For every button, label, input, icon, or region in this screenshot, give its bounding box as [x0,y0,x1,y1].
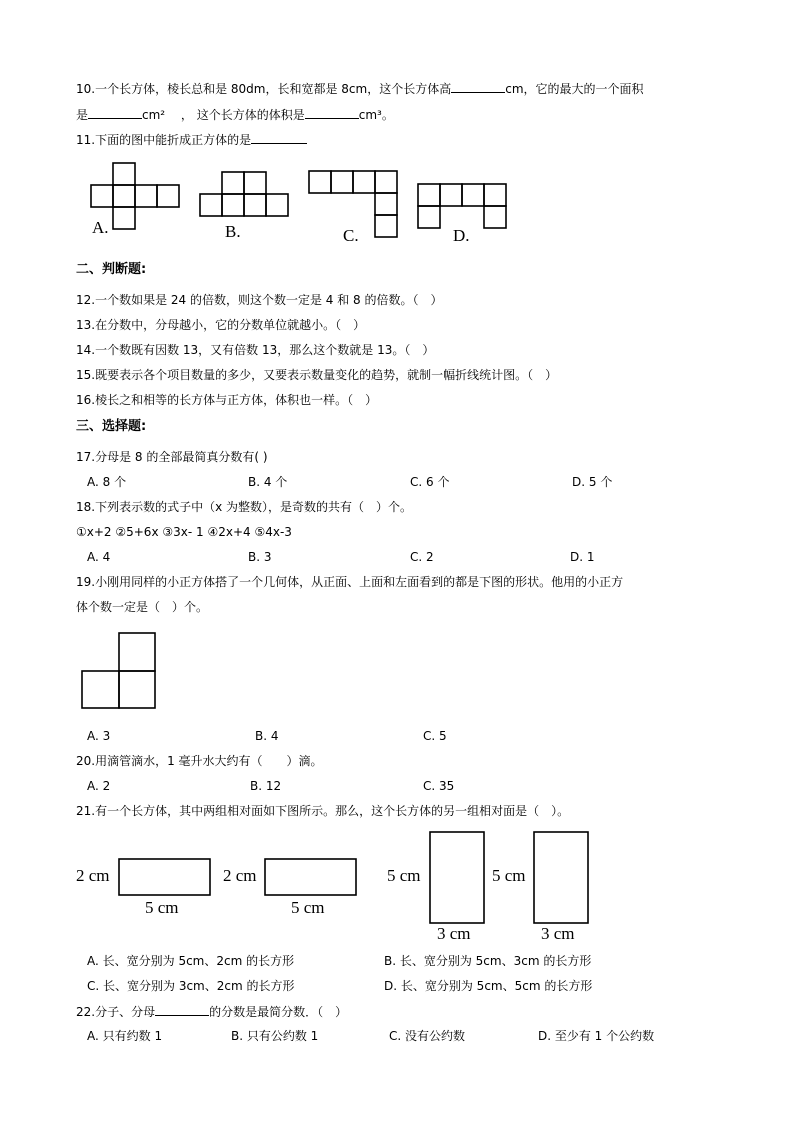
fig-label-width-2: 5 cm [291,898,325,917]
fig-label-height-1: 2 cm [76,866,110,885]
net-b [200,172,288,216]
q22-text-a: 22.分子、分母 [76,1005,156,1019]
q18-option-a[interactable]: A. 4 [87,550,111,564]
q17-option-b[interactable]: B. 4 个 [248,475,288,489]
q18-expressions: ①x+2 ②5+6x ③3x- 1 ④2x+4 ⑤4x-3 [76,525,292,539]
q19-option-c[interactable]: C. 5 [423,729,447,743]
net-label-c: C. [343,226,359,245]
net-label-d: D. [453,226,470,245]
answer-blank[interactable] [155,1003,209,1016]
q20-option-c[interactable]: C. 35 [423,779,455,793]
question-22 [76,1003,347,1020]
q10-text-a: 10.一个长方体，棱长总和是 80dm，长和宽都是 8cm，这个长方体高 [76,82,452,96]
section-heading-choice: 三、选择题: [76,419,147,434]
q22-option-d[interactable]: D. 至少有 1 个公约数 [538,1029,655,1043]
q17-option-c[interactable]: C. 6 个 [410,475,450,489]
q10-text-b: cm，它的最大的一个面积 [505,82,644,96]
fig-label-height-2: 2 cm [223,866,257,885]
question-19-line2: 体个数一定是（ ）个。 [76,600,209,614]
fig-label-height-4: 5 cm [492,866,526,885]
net-d [418,184,506,228]
q21-option-d[interactable]: D. 长、宽分别为 5cm、5cm 的长方形 [384,979,593,993]
net-label-a: A. [92,218,109,237]
q21-option-a[interactable]: A. 长、宽分别为 5cm、2cm 的长方形 [87,954,295,968]
judge-item-13: 13.在分数中，分母越小，它的分数单位就越小。（ ） [76,318,366,332]
judge-item-16: 16.棱长之和相等的长方体与正方体，体积也一样。（ ） [76,393,378,407]
judge-item-14: 14.一个数既有因数 13，又有倍数 13，那么这个数就是 13。（ ） [76,343,435,357]
q18-option-b[interactable]: B. 3 [248,550,272,564]
q19-option-b[interactable]: B. 4 [255,729,279,743]
fig-label-width-3: 3 cm [437,924,471,943]
fig-label-width-1: 5 cm [145,898,179,917]
q21-option-c[interactable]: C. 长、宽分别为 3cm、2cm 的长方形 [87,979,295,993]
question-19-line1: 19.小刚用同样的小正方体搭了一个几何体，从正面、上面和左面看到的都是下图的形状。他用的小正方 [76,575,624,589]
q17-option-a[interactable]: A. 8 个 [87,475,127,489]
q22-option-b[interactable]: B. 只有公约数 1 [231,1029,319,1043]
view-shape [82,633,155,708]
q18-option-c[interactable]: C. 2 [410,550,434,564]
q19-option-a[interactable]: A. 3 [87,729,111,743]
q11-text: 11.下面的图中能折成正方体的是 [76,133,252,147]
q22-text-b: 的分数是最简分数．（ ） [209,1005,348,1019]
q20-option-b[interactable]: B. 12 [250,779,282,793]
q10-text-e: cm³。 [358,108,394,122]
question-18: 18.下列表示数的式子中（x 为整数），是奇数的共有（ ）个。 [76,500,413,514]
q18-option-d[interactable]: D. 1 [570,550,595,564]
fig-label-width-4: 3 cm [541,924,575,943]
fig-label-height-3: 5 cm [387,866,421,885]
q10-text-c: 是 [76,108,89,122]
judge-item-15: 15.既要表示各个项目数量的多少，又要表示数量变化的趋势，就制一幅折线统计图。（ ） [76,368,558,382]
q22-option-a[interactable]: A. 只有约数 1 [87,1029,163,1043]
question-20: 20.用滴管滴水，1 毫升水大约有（ ）滴。 [76,754,323,768]
q22-option-c[interactable]: C. 没有公约数 [389,1029,466,1043]
q17-option-d[interactable]: D. 5 个 [572,475,613,489]
section-heading-judge: 二、判断题: [76,262,147,277]
question-17: 17.分母是 8 的全部最简真分数有( ) [76,450,268,464]
judge-item-12: 12.一个数如果是 24 的倍数，则这个数一定是 4 和 8 的倍数。（ ） [76,293,443,307]
net-label-b: B. [225,222,241,241]
q20-option-a[interactable]: A. 2 [87,779,111,793]
question-21: 21.有一个长方体，其中两组相对面如下图所示。那么，这个长方体的另一组相对面是（ ）。 [76,804,570,818]
q21-option-b[interactable]: B. 长、宽分别为 5cm、3cm 的长方形 [384,954,592,968]
q10-text-d: cm² ， 这个长方体的体积是 [142,108,305,122]
